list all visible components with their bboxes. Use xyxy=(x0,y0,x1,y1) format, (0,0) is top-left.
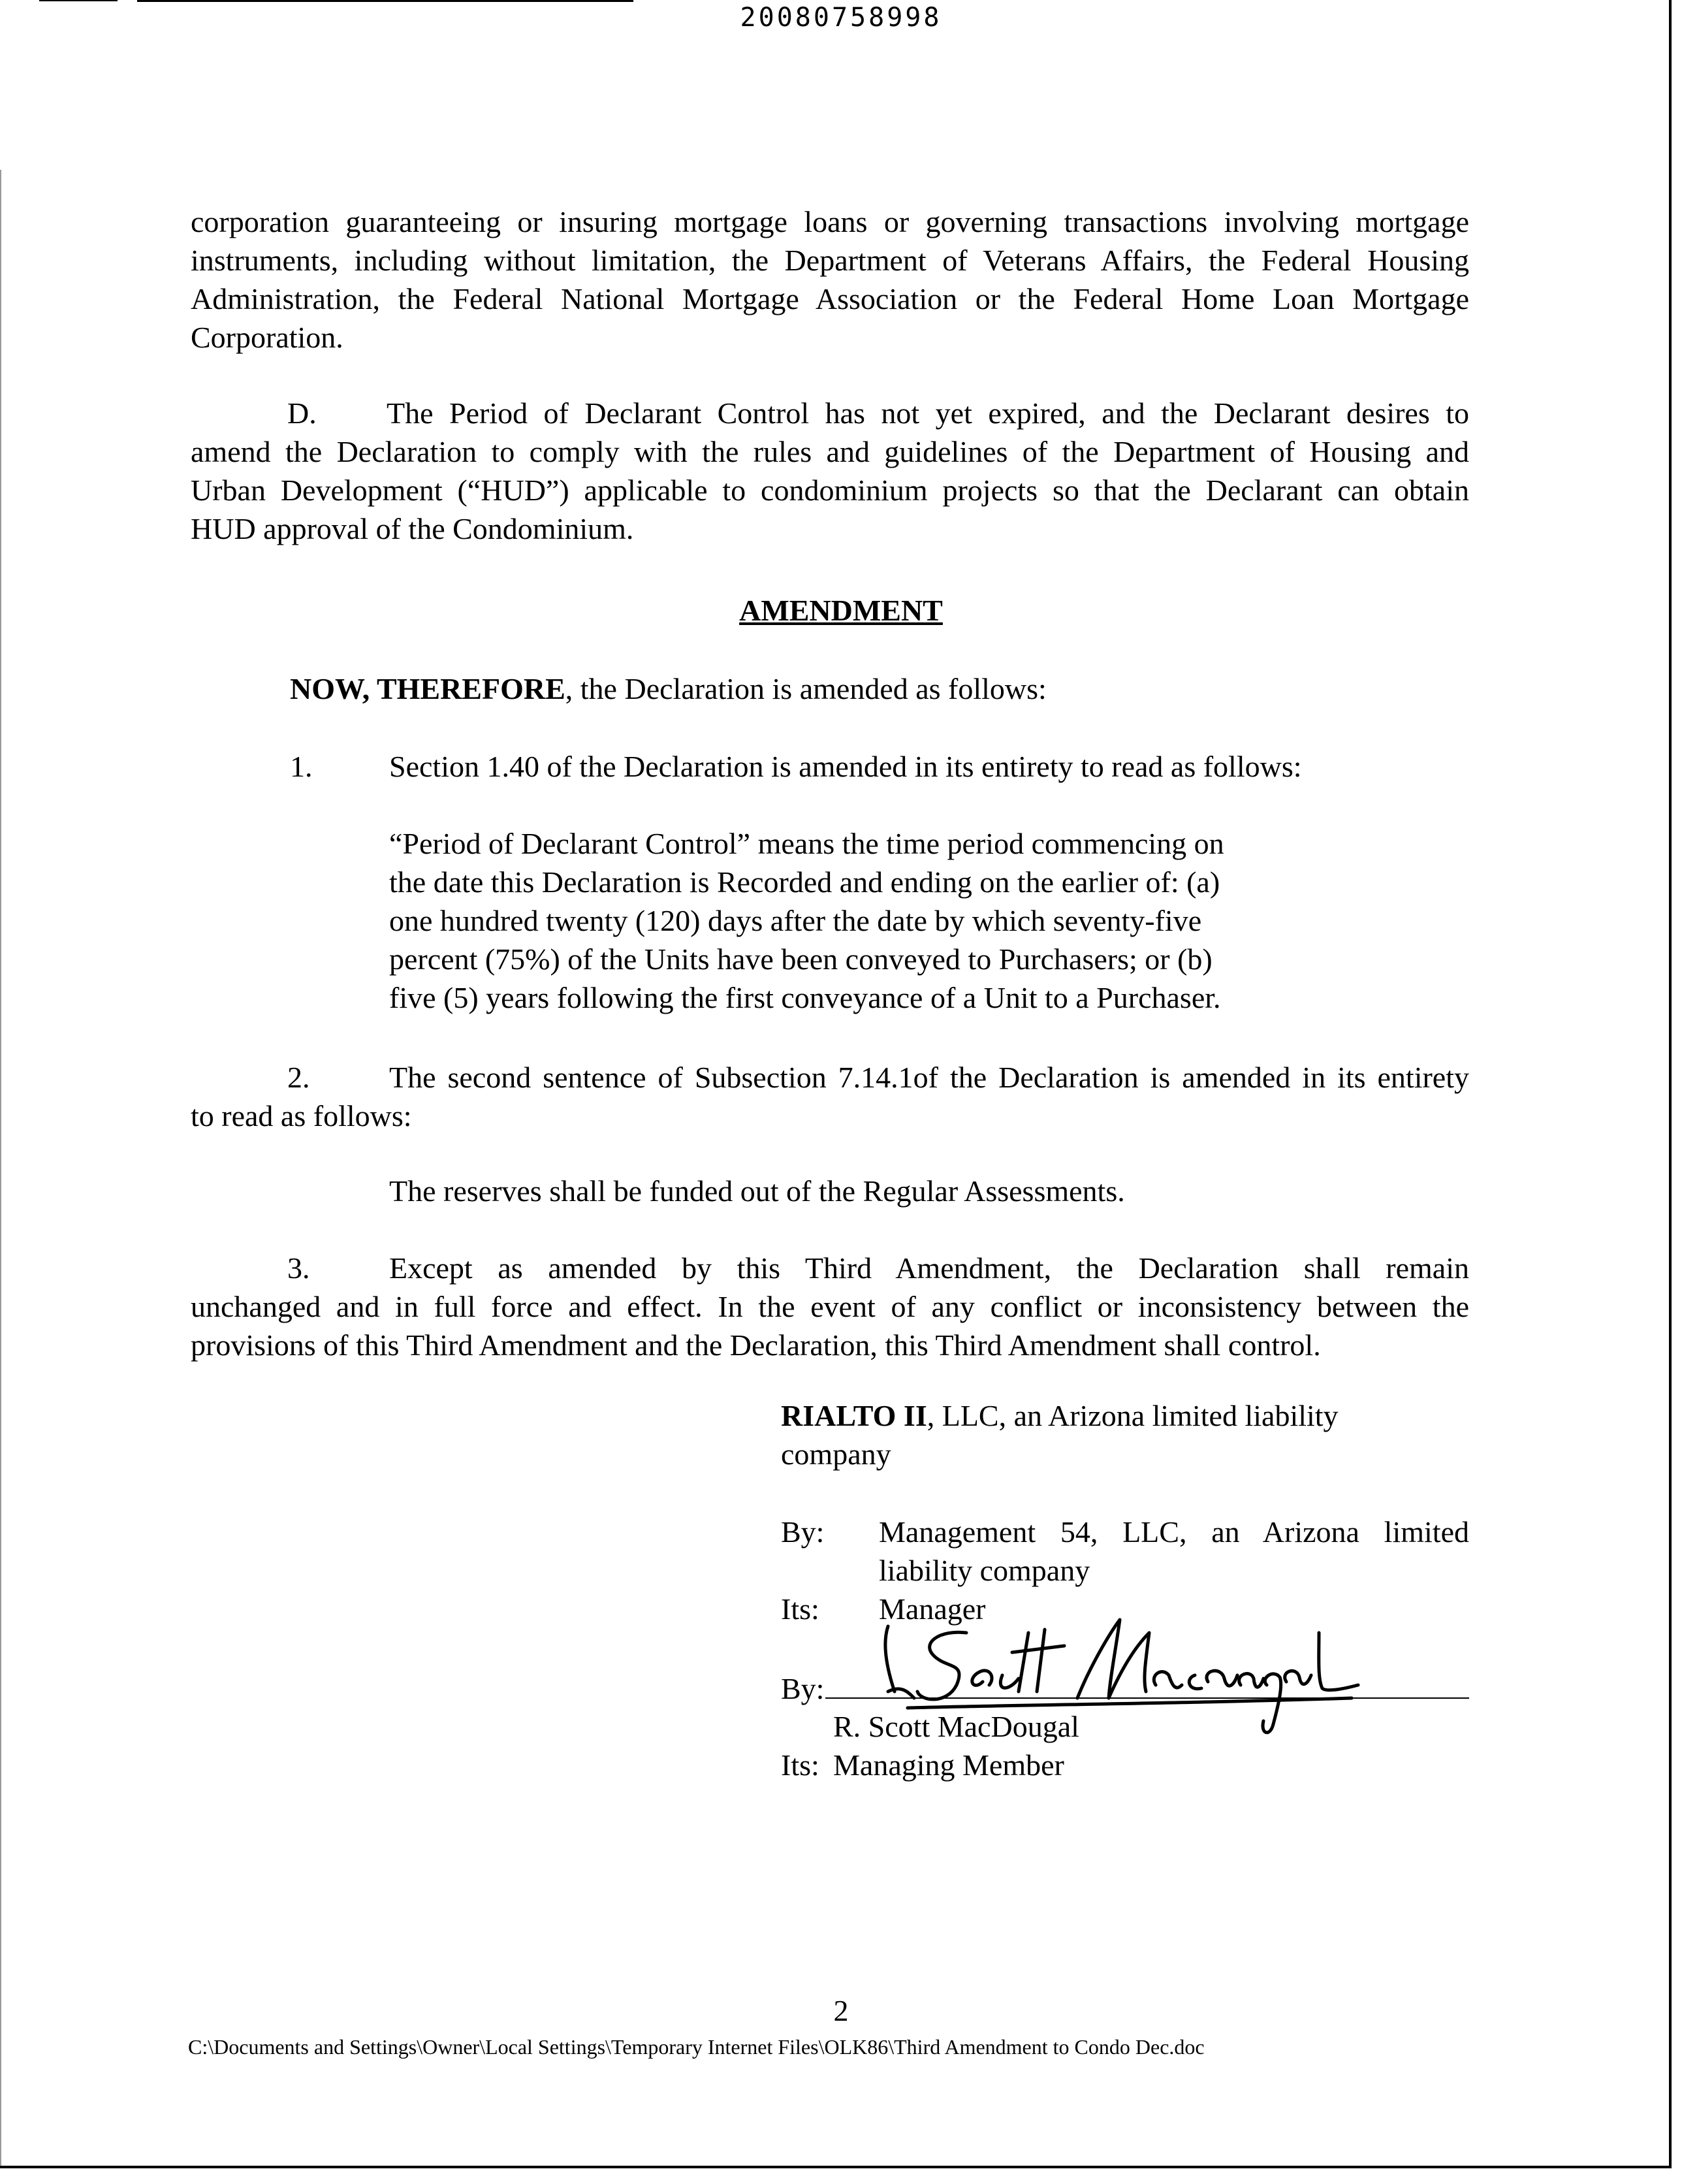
item3-number: 3. xyxy=(287,1251,310,1285)
text-line: corporation guaranteeing or insuring mortgage loans or governing transactions involving mortgage xyxy=(191,205,1469,238)
text-line: amend the Declaration to comply with the rules and guidelines of the Department of Housing and xyxy=(191,435,1469,468)
paragraph-d-first-line xyxy=(387,394,1469,432)
text-line: unchanged and in full force and effect. In the event of any conflict or inconsistency between the xyxy=(191,1290,1469,1323)
entity-name-bold: RIALTO II xyxy=(781,1399,927,1432)
item1-quote xyxy=(389,824,1273,1017)
now-therefore-line xyxy=(290,669,1047,708)
item2-first-line xyxy=(389,1058,1469,1097)
page-number: 2 xyxy=(833,1994,849,2027)
file-path: C:\Documents and Settings\Owner\Local Settings\Temporary Internet Files\OLK86\Third Amendment to Condo Dec.doc xyxy=(188,2035,1205,2059)
text-line: The Period of Declarant Control has not yet expired, and the Declarant desires to xyxy=(387,396,1469,430)
page-border-right xyxy=(1669,0,1672,2167)
scan-edge xyxy=(0,170,1,2168)
text-line: provisions of this Third Amendment and the Declaration, this Third Amendment shall control. xyxy=(191,1328,1321,1362)
by1-label: By: xyxy=(781,1515,825,1549)
text-line: instruments, including without limitation, the Department of Veterans Affairs, the Federal Housing xyxy=(191,244,1469,277)
text-line: Administration, the Federal National Mortgage Association or the Federal Home Loan Mortgage xyxy=(191,282,1469,315)
quote-line: the date this Declaration is Recorded and ending on the earlier of: (a) xyxy=(389,865,1220,899)
item2-number: 2. xyxy=(287,1061,310,1094)
now-therefore-bold: NOW, THEREFORE xyxy=(290,672,565,705)
text-line: Management 54, LLC, an Arizona limited xyxy=(879,1515,1469,1549)
text-line: Corporation. xyxy=(191,321,343,354)
paragraph-d-body xyxy=(191,432,1469,548)
quote-line: one hundred twenty (120) days after the date by which seventy-five xyxy=(389,904,1202,937)
item1-text: Section 1.40 of the Declaration is amended in its entirety to read as follows: xyxy=(389,750,1302,783)
paragraph-d-label: D. xyxy=(287,396,317,430)
quote-line: “Period of Declarant Control” means the time period commencing on xyxy=(389,827,1224,860)
text-line: The second sentence of Subsection 7.14.1of the Declaration is amended in its entirety xyxy=(389,1061,1469,1094)
its1-label: Its: xyxy=(781,1592,819,1626)
quote-line: percent (75%) of the Units have been conveyed to Purchasers; or (b) xyxy=(389,942,1213,976)
entity-description: , LLC, an Arizona limited liability xyxy=(927,1399,1339,1432)
item2-second-line: to read as follows: xyxy=(191,1099,412,1132)
text-line: Urban Development (“HUD”) applicable to condominium projects so that the Declarant can obtain xyxy=(191,474,1469,507)
by1-value xyxy=(879,1513,1469,1590)
its2-value: Managing Member xyxy=(833,1748,1064,1782)
scan-artifact-line xyxy=(137,0,633,2)
now-therefore-text: , the Declaration is amended as follows: xyxy=(565,672,1047,705)
amendment-heading: AMENDMENT xyxy=(739,594,943,627)
by2-label: By: xyxy=(781,1672,825,1705)
item1-number: 1. xyxy=(290,750,313,783)
quote-line: five (5) years following the first conveyance of a Unit to a Purchaser. xyxy=(389,981,1221,1014)
page-border-bottom xyxy=(0,2166,1672,2168)
item3-body xyxy=(191,1287,1469,1364)
its1-value: Manager xyxy=(879,1592,986,1626)
text-line: Except as amended by this Third Amendment, the Declaration shall remain xyxy=(389,1251,1469,1285)
item3-first-line xyxy=(389,1249,1469,1287)
paragraph-c-continued xyxy=(191,202,1469,357)
recording-number: 20080758998 xyxy=(740,3,942,33)
signer-name: R. Scott MacDougal xyxy=(833,1710,1079,1743)
its2-label: Its: xyxy=(781,1748,819,1782)
signatory-entity-line2: company xyxy=(781,1437,891,1471)
text-line: HUD approval of the Condominium. xyxy=(191,512,634,545)
text-line: liability company xyxy=(879,1554,1090,1587)
item2-quote: The reserves shall be funded out of the Regular Assessments. xyxy=(389,1174,1125,1208)
signatory-entity-line1 xyxy=(781,1396,1339,1435)
scan-artifact-line xyxy=(39,0,118,1)
